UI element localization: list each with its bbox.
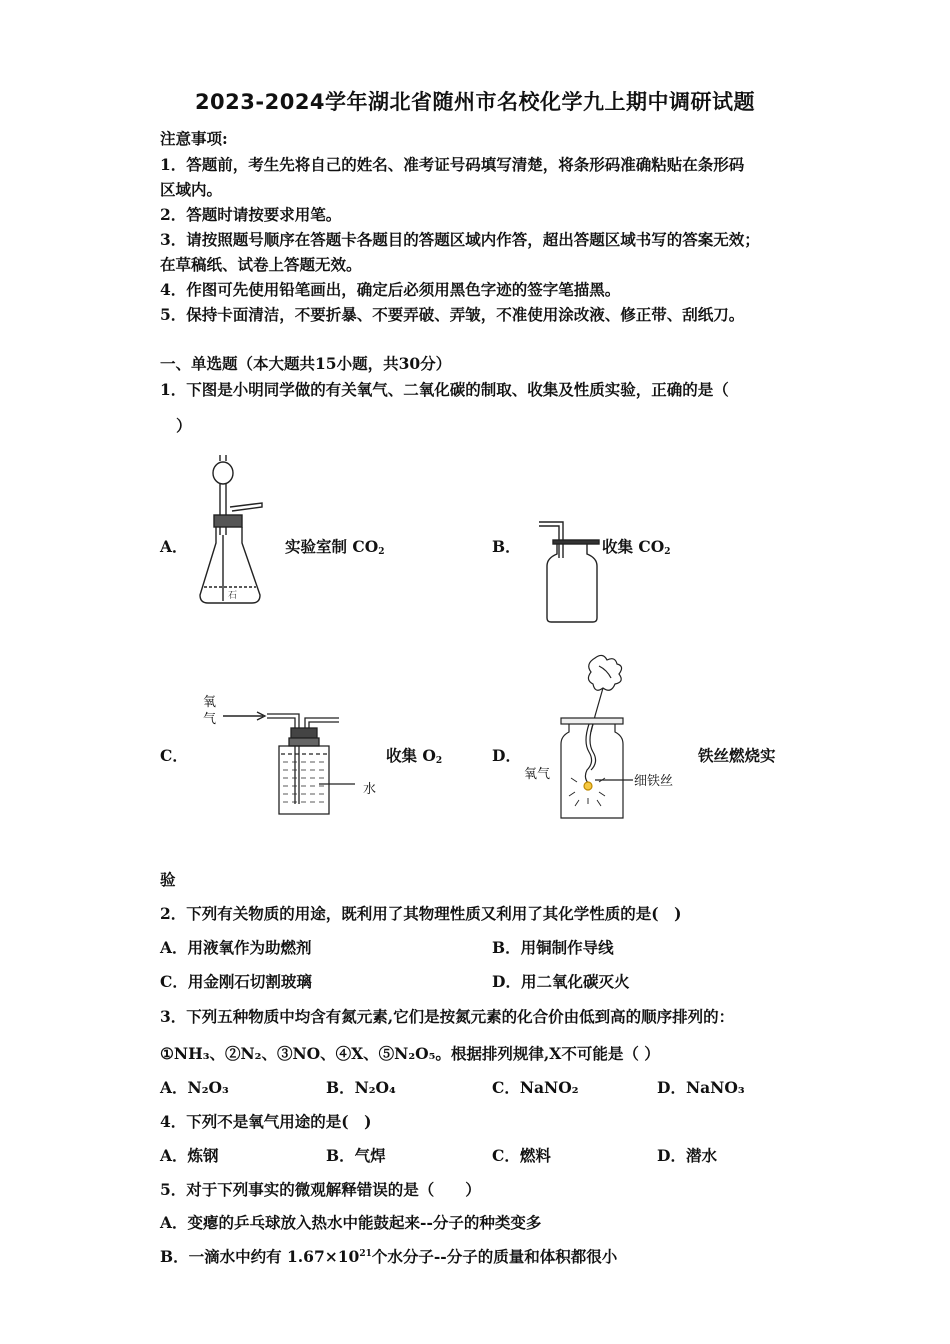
question-1-stem-end: ）	[176, 416, 192, 435]
question-2-stem: 2．下列有关物质的用途，既利用了其物理性质又利用了其化学性质的是( )	[160, 904, 682, 923]
figure-d-label-oxygen: 氧气	[524, 767, 551, 782]
q3-option-d: D．NaNO₃	[657, 1078, 745, 1097]
q4-option-b: B．气焊	[326, 1146, 386, 1165]
figure-b-gas-bottle	[535, 518, 605, 626]
q3-option-b: B．N₂O₄	[326, 1078, 396, 1097]
q2-option-d: D．用二氧化碳灭火	[492, 972, 630, 991]
question-3-list: ①NH₃、②N₂、③NO、④X、⑤N₂O₅。根据排列规律,X不可能是（ ）	[160, 1044, 660, 1063]
notice-item: 1．答题前，考生先将自己的姓名、准考证号码填写清楚，将条形码准确粘贴在条形码	[160, 155, 745, 174]
question-4-stem: 4．下列不是氧气用途的是( )	[160, 1112, 372, 1131]
q1-option-d-text: 铁丝燃烧实	[698, 746, 776, 765]
figure-c-water-bottle	[195, 690, 395, 820]
notice-item: 在草稿纸、试卷上答题无效。	[160, 255, 362, 274]
q1-option-b-letter: B．	[492, 537, 521, 556]
question-5-stem: 5．对于下列事实的微观解释错误的是（ ）	[160, 1180, 481, 1199]
figure-a-flask-apparatus	[190, 455, 280, 610]
q5-option-a: A．变瘪的乒乓球放入热水中能鼓起来--分子的种类变多	[160, 1213, 542, 1232]
svg-text:石: 石	[228, 591, 238, 601]
q1-option-b-text: 收集 $CO_2$	[602, 537, 671, 557]
q3-option-a: A．N₂O₃	[160, 1078, 229, 1097]
q3-option-c: C．NaNO₂	[492, 1078, 579, 1097]
q1-option-c-text: 收集 $O_2$	[386, 746, 443, 766]
q1-option-a-letter: A．	[160, 537, 188, 556]
figure-d-iron-wire-combustion	[555, 652, 675, 824]
notice-heading: 注意事项:	[160, 129, 228, 148]
page-title: 2023-2024学年湖北省随州市名校化学九上期中调研试题	[194, 90, 756, 114]
q1-option-a-text: 实验室制 $CO_2$	[285, 537, 385, 557]
question-3-stem: 3．下列五种物质中均含有氮元素,它们是按氮元素的化合价由低到高的顺序排列的：	[160, 1007, 735, 1026]
notice-item: 2．答题时请按要求用笔。	[160, 205, 342, 224]
q2-option-b: B．用铜制作导线	[492, 938, 614, 957]
q4-option-a: A．炼钢	[160, 1146, 219, 1165]
q1-option-c-letter: C．	[160, 746, 188, 765]
q1-option-d-letter: D．	[492, 746, 521, 765]
figure-c-label-oxygen-2: 气	[203, 712, 217, 727]
q5-option-b: B．一滴水中约有 $1.67\times 10^{21}$个水分子--分子的质量和体积都很小	[160, 1247, 618, 1266]
notice-item: 4．作图可先使用铅笔画出，确定后必须用黑色字迹的签字笔描黑。	[160, 280, 621, 299]
q4-option-c: C．燃料	[492, 1146, 551, 1165]
figure-d-label-iron-wire: 细铁丝	[634, 774, 674, 789]
q2-option-c: C．用金刚石切割玻璃	[160, 972, 312, 991]
q1-option-d-text-wrap: 验	[160, 870, 176, 889]
figure-c-label-water: 水	[363, 782, 377, 797]
figure-c-label-oxygen-1: 氧	[203, 695, 217, 710]
notice-item: 区域内。	[160, 180, 223, 199]
notice-item: 5．保持卡面清洁，不要折暴、不要弄破、弄皱，不准使用涂改液、修正带、刮纸刀。	[160, 305, 745, 324]
question-1-stem: 1．下图是小明同学做的有关氧气、二氧化碳的制取、收集及性质实验，正确的是（	[160, 380, 729, 399]
section-heading: 一、单选题（本大题共15小题，共30分）	[160, 354, 452, 373]
q2-option-a: A．用液氧作为助燃剂	[160, 938, 312, 957]
notice-item: 3．请按照题号顺序在答题卡各题目的答题区域内作答，超出答题区域书写的答案无效；	[160, 230, 760, 249]
q4-option-d: D．潜水	[657, 1146, 717, 1165]
